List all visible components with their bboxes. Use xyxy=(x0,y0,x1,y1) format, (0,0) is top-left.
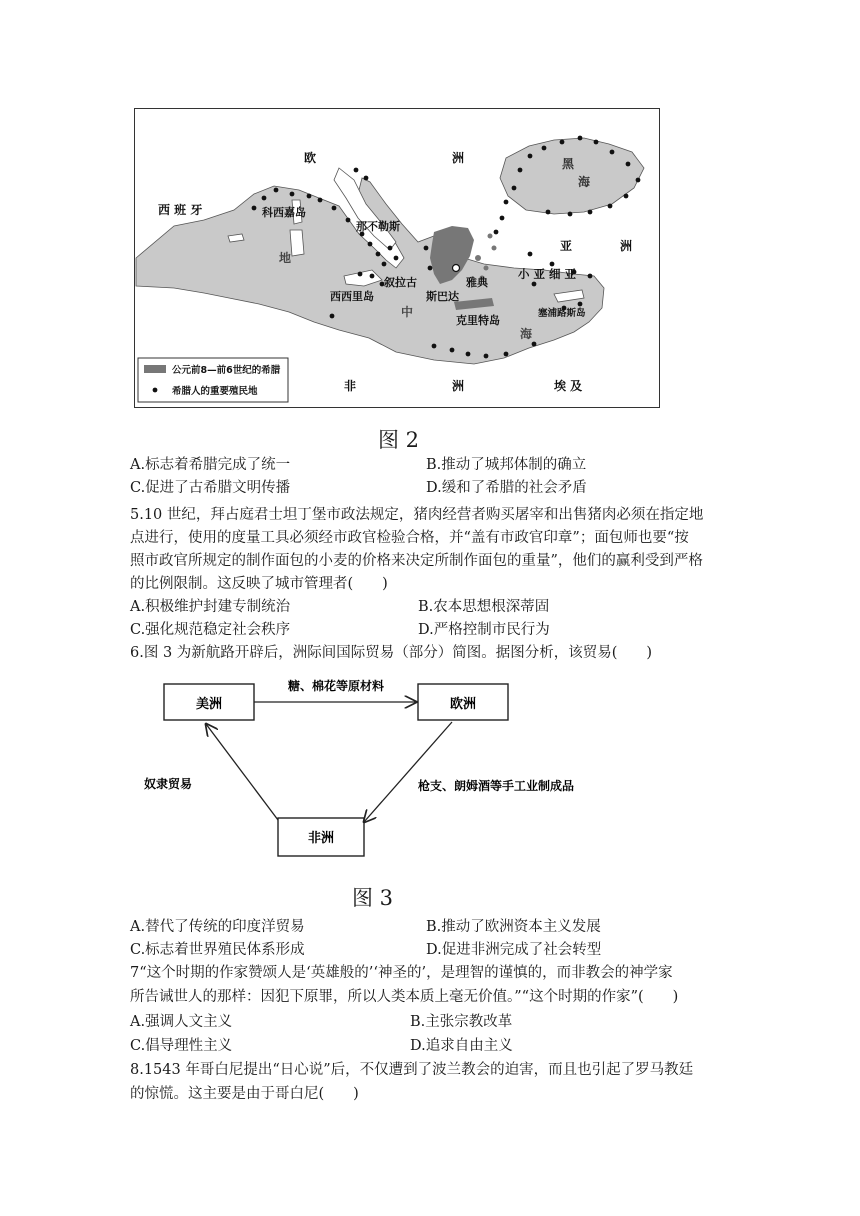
label-sparta: 斯巴达 xyxy=(426,290,459,303)
label-africa-2: 洲 xyxy=(452,379,465,393)
greek-colonization-map xyxy=(134,108,660,408)
label-syracuse: 叙拉古 xyxy=(384,276,417,289)
q6-option-a[interactable]: A.替代了传统的印度洋贸易 xyxy=(130,919,305,935)
q4-option-d[interactable]: D.缓和了希腊的社会矛盾 xyxy=(426,480,587,496)
europe-label: 欧洲 xyxy=(449,697,477,712)
label-africa: 非 xyxy=(344,379,357,393)
legend-greece-label: 公元前8—前6世纪的希腊 xyxy=(172,365,281,376)
label-crete: 克里特岛 xyxy=(456,314,500,327)
q6-option-b[interactable]: B.推动了欧洲资本主义发展 xyxy=(426,919,601,935)
legend-colony-dot xyxy=(153,388,158,393)
q7-option-b[interactable]: B.主张宗教改革 xyxy=(410,1014,513,1030)
right-arrow-label: 枪支、朗姆酒等手工业制成品 xyxy=(418,779,575,793)
q7-stem-line-1: 7“这个时期的作家赞颂人是‘英雄般的’‘神圣的’，是理智的谨慎的，而非教会的神学家 xyxy=(130,965,673,981)
q4-option-c[interactable]: C.促进了古希腊文明传播 xyxy=(130,480,291,496)
legend-colony-label: 希腊人的重要殖民地 xyxy=(172,386,258,397)
q6-option-d[interactable]: D.促进非洲完成了社会转型 xyxy=(426,942,602,958)
label-naples: 那不勒斯 xyxy=(356,220,400,233)
q6-stem: 6.图 3 为新航路开辟后，洲际间国际贸易（部分）简图。据图分析，该贸易( ) xyxy=(130,645,653,661)
label-sicily: 西西里岛 xyxy=(330,290,374,303)
q4-option-a[interactable]: A.标志着希腊完成了统一 xyxy=(130,457,291,473)
label-athens: 雅典 xyxy=(466,276,488,289)
q8-stem-line-2: 的惊慌。这主要是由于哥白尼( ) xyxy=(130,1086,359,1102)
label-europe-2: 洲 xyxy=(452,151,465,165)
q7-option-d[interactable]: D.追求自由主义 xyxy=(410,1038,513,1054)
arrow-africa-to-americas xyxy=(206,724,278,820)
label-mediterranean-3: 海 xyxy=(520,327,533,341)
q5-option-b[interactable]: B.农本思想根深蒂固 xyxy=(418,599,550,615)
arrow-europe-to-africa xyxy=(364,722,452,822)
label-europe: 欧 xyxy=(304,151,317,165)
left-arrow-label: 奴隶贸易 xyxy=(144,777,193,791)
q5-option-d[interactable]: D.严格控制市民行为 xyxy=(418,622,550,638)
q5-stem-line-4: 的比例限制。这反映了城市管理者( ) xyxy=(130,576,388,592)
q7-stem-line-2: 所告诫世人的那样：因犯下原罪，所以人类本质上毫无价值。”“这个时期的作家”( ) xyxy=(130,989,679,1005)
q5-option-c[interactable]: C.强化规范稳定社会秩序 xyxy=(130,622,291,638)
label-cyprus: 塞浦路斯岛 xyxy=(538,308,586,319)
q5-option-a[interactable]: A.积极维护封建专制统治 xyxy=(130,599,291,615)
legend-greece-swatch xyxy=(144,365,166,373)
q4-option-b[interactable]: B.推动了城邦体制的确立 xyxy=(426,457,587,473)
label-asia-2: 洲 xyxy=(620,239,633,253)
africa-label: 非洲 xyxy=(307,831,335,846)
label-asia: 亚 xyxy=(560,239,573,253)
label-asia-minor: 小 亚 细 亚 xyxy=(518,267,577,281)
label-mediterranean-1: 地 xyxy=(279,251,292,265)
americas-label: 美洲 xyxy=(195,697,223,712)
label-sea: 海 xyxy=(578,175,591,189)
q6-option-c[interactable]: C.标志着世界殖民体系形成 xyxy=(130,942,305,958)
triangular-trade-diagram xyxy=(130,668,610,868)
label-black: 黑 xyxy=(562,157,575,171)
q5-stem-line-2: 点进行，使用的度量工具必须经市政官检验合格，并“盖有市政官印章”；面包师也要“按 xyxy=(130,530,689,546)
figure-2-caption: 图 2 xyxy=(378,428,420,452)
figure-3-caption: 图 3 xyxy=(352,886,394,910)
label-egypt: 埃 及 xyxy=(554,379,583,393)
map-legend xyxy=(138,358,288,402)
label-spain: 西 班 牙 xyxy=(158,203,203,217)
q7-option-a[interactable]: A.强调人文主义 xyxy=(130,1014,233,1030)
top-arrow-label: 糖、棉花等原材料 xyxy=(287,679,385,693)
label-corsica: 科西嘉岛 xyxy=(262,206,306,219)
q5-stem-line-3: 照市政官所规定的制作面包的小麦的价格来决定所制作面包的重量”，他们的赢利受到严格 xyxy=(130,553,703,569)
label-mediterranean-2: 中 xyxy=(401,305,414,319)
q5-stem-line-1: 5.10 世纪，拜占庭君士坦丁堡市政法规定，猪肉经营者购买屠宰和出售猪肉必须在指定地 xyxy=(130,507,704,523)
q8-stem-line-1: 8.1543 年哥白尼提出“日心说”后，不仅遭到了波兰教会的迫害，而且也引起了罗马教廷 xyxy=(130,1062,694,1078)
q7-option-c[interactable]: C.倡导理性主义 xyxy=(130,1038,233,1054)
